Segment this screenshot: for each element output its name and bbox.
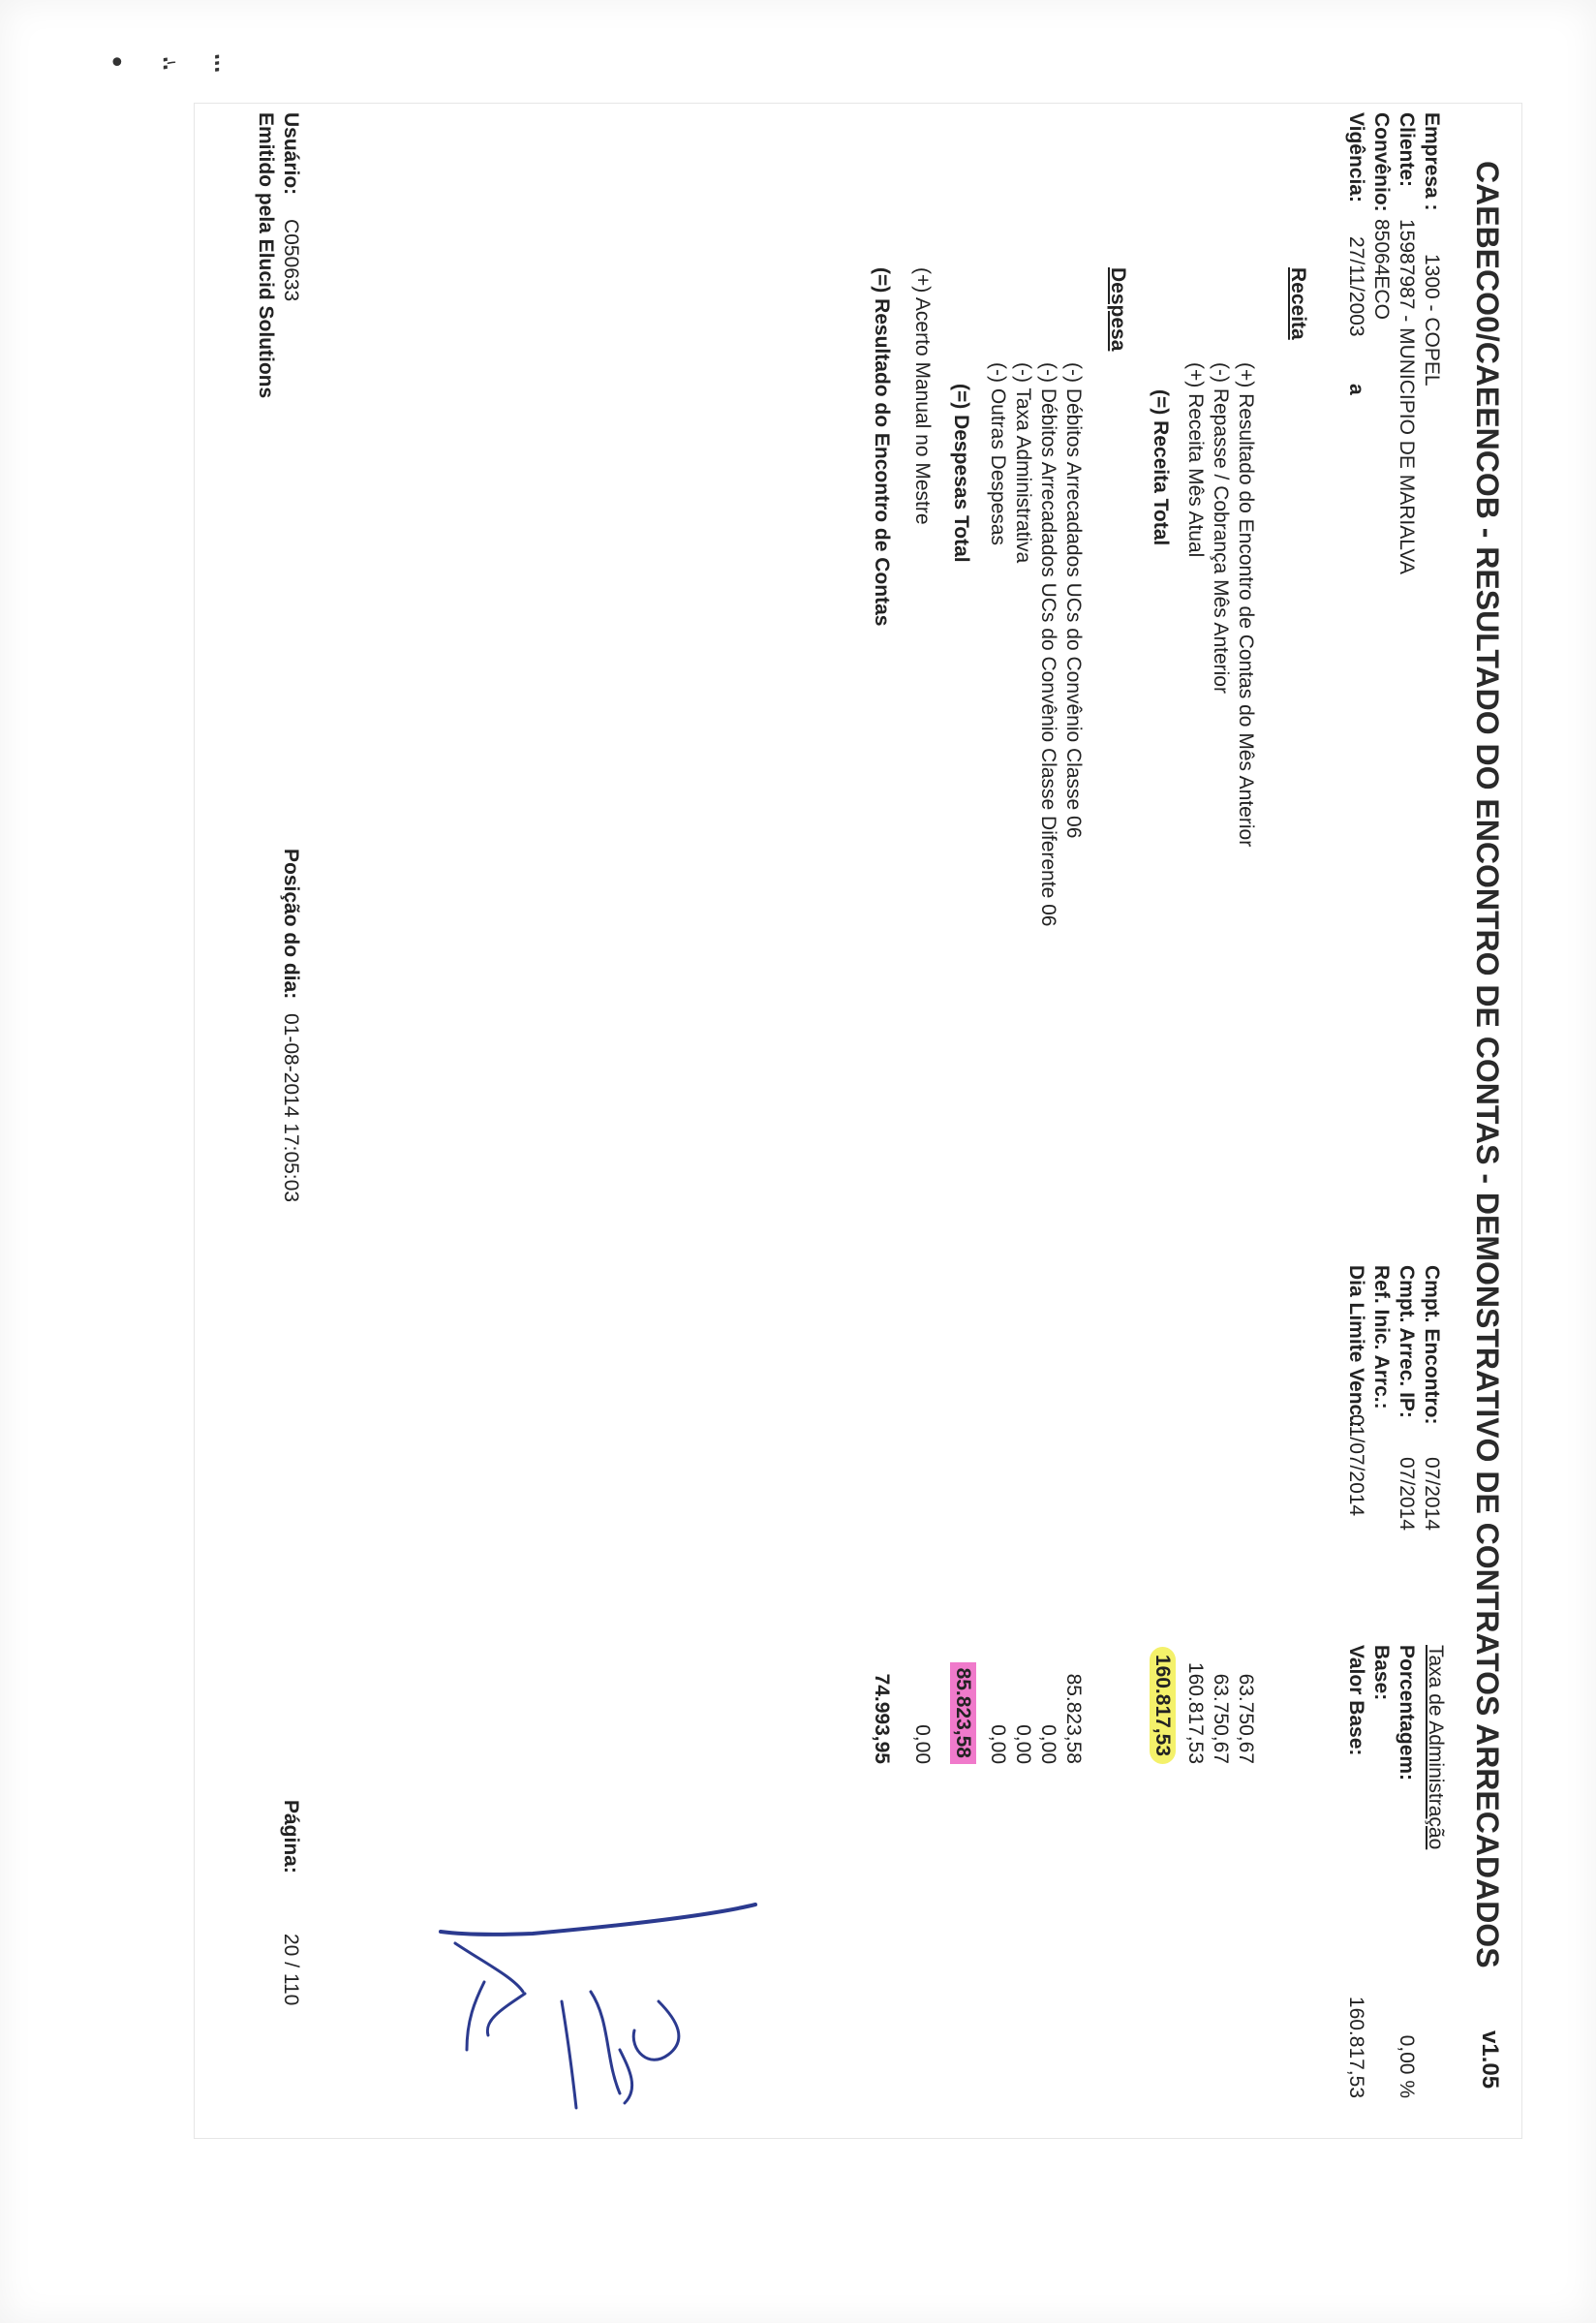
porcentagem-label: Porcentagem: (1396, 1645, 1418, 1781)
despesa-heading: Despesa (1107, 267, 1129, 352)
despesa-item-label: (-) Outras Despesas (987, 362, 1009, 546)
cliente-value: 15987987 - MUNICIPIO DE MARIALVA (1396, 219, 1418, 574)
despesa-item-label: (-) Débitos Arrecadados UCs do Convênio Classe Diferente 06 (1037, 362, 1059, 927)
receita-item-value: 63.750,67 (1235, 1673, 1257, 1764)
valor-base-value: 160.817,53 (1345, 1996, 1367, 2098)
highlighted-amount: 85.823,58 (950, 1662, 976, 1764)
empresa-label: Empresa : (1421, 112, 1443, 211)
posicao-value: 01-08-2014 17:05:03 (280, 1013, 302, 1202)
despesa-item-value: 0,00 (987, 1724, 1009, 1764)
despesa-total-value (951, 1609, 974, 1764)
receita-total-value (1151, 1599, 1174, 1764)
despesa-item-label: (-) Débitos Arrecadados UCs do Convênio Classe 06 (1062, 362, 1085, 839)
vigencia-label: Vigência: (1345, 112, 1367, 202)
report-version: v1.05 (1477, 2030, 1503, 2090)
base-label: Base: (1370, 1645, 1393, 1701)
receita-item-value: 63.750,67 (1210, 1673, 1232, 1764)
highlighted-amount: 160.817,53 (1150, 1647, 1176, 1764)
receita-item-label: (-) Repasse / Cobrança Mês Anterior (1210, 362, 1232, 694)
receita-item-value: 160.817,53 (1184, 1661, 1207, 1764)
convenio-label: Convênio: (1370, 112, 1393, 212)
resultado-value: 74.993,95 (871, 1673, 893, 1764)
cliente-label: Cliente: (1396, 112, 1418, 188)
cmpt-arrec-label: Cmpt. Arrec. IP: (1396, 1265, 1418, 1418)
resultado-label: (=) Resultado do Encontro de Contas (871, 267, 893, 627)
empresa-value: 1300 - COPEL (1421, 254, 1443, 387)
posicao-label: Posição do dia: (280, 849, 302, 1000)
emitido-text: Emitido pela Elucid Solutions (255, 112, 277, 399)
handwritten-signature (426, 1885, 775, 2137)
convenio-value: 85064ECO (1370, 219, 1393, 320)
acerto-value: 0,00 (911, 1724, 934, 1764)
report-title: CAEBECO0/CAEENCOB - RESULTADO DO ENCONTRO DE CONTAS - DEMONSTRATIVO DE CONTRATOS ARRECADADOS (1470, 161, 1505, 1968)
ref-inic-label: Ref. Inic. Arrc.: (1370, 1265, 1393, 1409)
report-page (194, 103, 1511, 2137)
receita-item-label: (+) Receita Mês Atual (1184, 362, 1207, 558)
receita-total-label: (=) Receita Total (1150, 389, 1172, 546)
cmpt-encontro-value: 07/2014 (1421, 1457, 1443, 1531)
pagina-value: 20 / 110 (280, 1934, 302, 2006)
valor-base-label: Valor Base: (1345, 1645, 1367, 1756)
vigencia-separator: a (1345, 384, 1367, 395)
cmpt-encontro-label: Cmpt. Encontro: (1421, 1265, 1443, 1425)
receita-item-label: (+) Resultado do Encontro de Contas do Mês Anterior (1235, 362, 1257, 848)
despesa-item-label: (-) Taxa Administrativa (1012, 362, 1034, 564)
cmpt-arrec-value: 07/2014 (1396, 1457, 1418, 1531)
despesa-item-value: 0,00 (1037, 1724, 1059, 1764)
taxa-title: Taxa de Administração (1425, 1645, 1447, 1850)
porcentagem-value: 0,00 % (1396, 2034, 1418, 2098)
acerto-label: (+) Acerto Manual no Mestre (911, 267, 934, 525)
vigencia-value: 27/11/2003 (1345, 236, 1367, 337)
dia-limite-label: Dia Limite Venc.: (1345, 1265, 1367, 1429)
usuario-value: C050633 (280, 219, 302, 302)
usuario-label: Usuário: (280, 112, 302, 196)
receita-heading: Receita (1287, 267, 1309, 340)
despesa-item-value: 0,00 (1012, 1724, 1034, 1764)
dia-limite-value: 01/07/2014 (1345, 1414, 1367, 1517)
despesa-total-label: (=) Despesas Total (950, 384, 972, 563)
despesa-item-value: 85.823,58 (1062, 1673, 1085, 1764)
scan-marks: • ፦ ፧ (108, 46, 234, 80)
pagina-label: Página: (280, 1800, 302, 1874)
